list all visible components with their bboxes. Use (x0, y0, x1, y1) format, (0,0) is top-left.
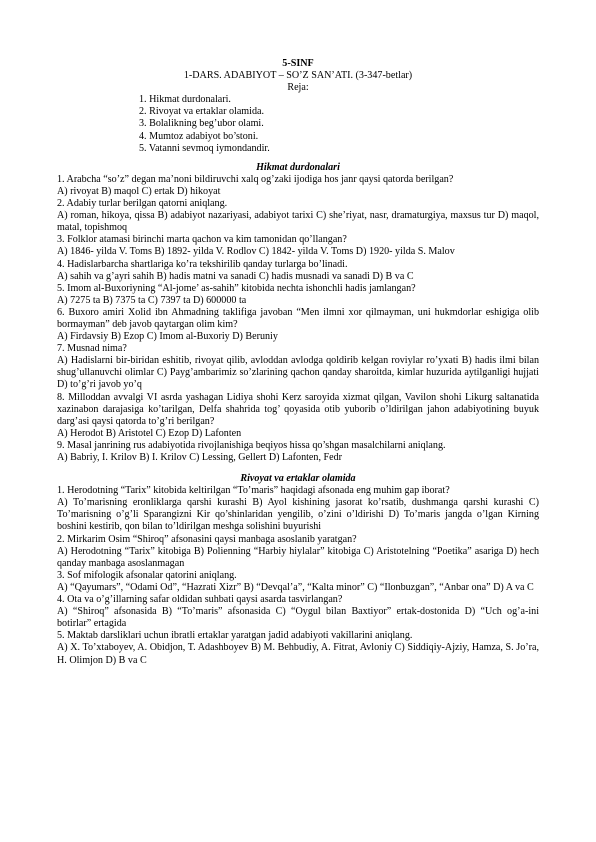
question: 7. Musnad nima? (57, 343, 127, 355)
lesson-title: 1-DARS. ADABIYOT – SO’Z SAN’ATI. (3-347-betlar) (183, 70, 413, 82)
question: 1. Arabcha “so’z” degan ma’noni bildiruvchi xalq og’zaki ijodiga hos janr qaysi qatorda berilgan? (57, 173, 454, 185)
answer-options: A) Babriy, I. Krilov B) I. Krilov C) Lessing, Gellert D) Lafonten, Fedr (57, 452, 342, 463)
question: 1. Herodotning “Tarix” kitobida keltirilgan “To’maris” haqidagi afsonada eng muhim gap iborat? (57, 485, 450, 497)
plan-item: 4. Mumtoz adabiyot bo’stoni. (139, 130, 259, 142)
section-title: Rivoyat va ertaklar olamida (240, 473, 356, 485)
answer-options: A) 7275 ta B) 7375 ta C) 7397 ta D) 600000 ta (57, 294, 247, 306)
question: 5. Imom al-Buxoriyning “Al-jome’ as-sahih” kitobida nechta ishonchli hadis jamlangan? (57, 282, 416, 294)
section-body (57, 174, 539, 464)
answer-options: A) roman, hikoya, qissa B) adabiyot nazariyasi, adabiyot tarixi C) she’riyat, nasr, dramaturgiya, maxsus tur D) maqol, matal, topishmoq (57, 210, 539, 234)
answer-options: A) X. To’xtaboyev, A. Obidjon, T. Adashboyev B) M. Behbudiy, A. Fitrat, Avloniy C) Siddiqiy-Ajziy, Hamza, S. Jo’ra, H. Olimjon D) B va C (57, 642, 539, 666)
grade-heading: 5-SINF (282, 58, 314, 69)
section-body (57, 485, 539, 666)
question: 6. Buxoro amiri Xolid ibn Ahmadning taklifiga javoban “Men ilmni xor qilmayman, uni hukmdorlar eshigiga olib bormayman” deb javob qaytargan olim kim? (57, 306, 539, 330)
plan-item: 5. Vatanni sevmoq iymondandir. (139, 142, 270, 154)
answer-options: A) Firdavsiy B) Ezop C) Imom al-Buxoriy D) Beruniy (57, 331, 278, 343)
question: 3. Sof mifologik afsonalar qatorini aniqlang. (57, 569, 237, 581)
plan-list (139, 94, 539, 154)
plan-item: 3. Bolalikning beg’ubor olami. (139, 118, 264, 130)
answer-options: A) Hadislarni bir-biridan eshitib, rivoyat qilib, avloddan avlodga qoldirib kelgan roviylar ro’yxati B) hadis ilmi bilan shug’ullanuvchi olimlar C) Payg’ambarimiz so’zlarining qachon qanday sharoitda, kimlar huzurida aytilganligi hujjati D) to’g’ri javob yo’q (57, 355, 539, 391)
section-title: Hikmat durdonalari (256, 161, 340, 173)
answer-options: A) To’marisning eronliklarga qarshi kurashi B) Ayol kishining jasorat ko’rsatib, dushmanga qarshi kurashi C) To’marisning o’g’li Sparangizni Kir qo’shinlaridan yengilib, o’zini o’ldirishi D) To’maris jangda o’lgan Kirning boshini kestirib, qon bilan to’ldirilgan meshga solishini buyurishi (57, 497, 539, 533)
answer-options: A) “Shiroq” afsonasida B) “To’maris” afsonasida C) “Oygul bilan Baxtiyor” ertak-dostonida D) “Uch og’a-ini botirlar” ertagida (57, 606, 539, 630)
question: 9. Masal janrining rus adabiyotida rivojlanishiga beqiyos hissa qo’shgan masalchilarni aniqlang. (57, 439, 446, 451)
question: 3. Folklor atamasi birinchi marta qachon va kim tamonidan qo’llangan? (57, 234, 347, 246)
answer-options: A) rivoyat B) maqol C) ertak D) hikoyat (57, 185, 221, 197)
plan-label: Reja: (287, 82, 309, 94)
question: 2. Mirkarim Osim “Shiroq” afsonasini qaysi manbaga asoslanib yaratgan? (57, 533, 357, 545)
answer-options: A) “Qayumars”, “Odami Od”, “Hazrati Xizr” B) “Devqal’a”, “Kalta minor” C) “Ilonbuzgan”, “Anbar ona” D) A va C (57, 581, 534, 593)
question: 8. Milloddan avvalgi VI asrda yashagan Lidiya shohi Kerz saroyida xizmat qilgan, Vavilon shohi Likurg saltanatida xazinabon darajasiga ko’tarilgan, Delfa shahrida tog’ qoyasida otib yuborib o’ldirilgan jahon adabiyotining buyuk darg’asi qaysi qatorda to’g’ri berilgan? (57, 391, 539, 427)
answer-options: A) 1846- yilda V. Toms B) 1892- yilda V. Rodlov C) 1842- yilda V. Toms D) 1920- yilda S. Malov (57, 246, 455, 258)
answer-options: A) sahih va g’ayri sahih B) hadis matni va sanadi C) hadis musnadi va sanadi D) B va C (57, 270, 414, 282)
plan-item: 2. Rivoyat va ertaklar olamida. (139, 106, 265, 118)
document-page (57, 58, 539, 667)
plan-item: 1. Hikmat durdonalari. (139, 94, 231, 106)
question: 4. Ota va o’g’illarning safar oldidan suhbati qaysi asarda tasvirlangan? (57, 594, 343, 606)
question: 5. Maktab darsliklari uchun ibratli ertaklar yaratgan jadid adabiyoti vakillarini aniqlang. (57, 630, 413, 642)
question: 2. Adabiy turlar berilgan qatorni aniqlang. (57, 198, 228, 210)
answer-options: A) Herodotning “Tarix” kitobiga B) Polienning “Harbiy hiylalar” kitobiga C) Aristotelning “Poetika” asariga D) hech qanday manbaga asoslanmagan (57, 545, 539, 569)
question: 4. Hadislarbarcha shartlariga ko’ra tekshirilib qanday turlarga bo’linadi. (57, 258, 348, 270)
answer-options: A) Herodot B) Aristotel C) Ezop D) Lafonten (57, 427, 242, 439)
